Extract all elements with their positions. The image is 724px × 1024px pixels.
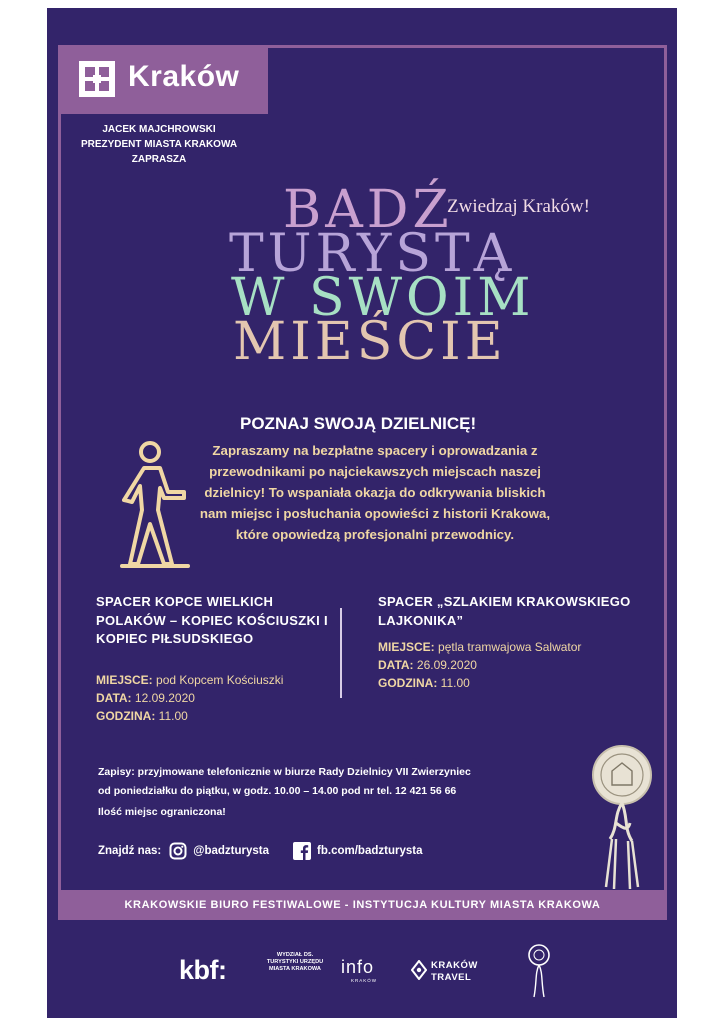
walk-details	[378, 638, 648, 692]
kbf-logo: kbf:	[179, 955, 227, 985]
krakow-logo-band	[58, 46, 268, 114]
social-label: Znajdź nas:	[98, 845, 162, 857]
section-intro: Zapraszamy na bezpłatne spacery i oprowadzania z przewodnikami po najciekawszych miejscach naszej dzielnicy! To wspaniała okazja do odkrywania bliskich nam miejsc i posłuchania opowieści z historii Krakowa, które opowiedzą profesjonalni przewodnicy.	[199, 443, 551, 542]
time-value: 11.00	[440, 676, 470, 690]
host-block	[71, 122, 247, 167]
registration-info	[98, 763, 518, 801]
krakow-logo-icon	[79, 61, 115, 97]
place-label: MIEJSCE:	[96, 672, 153, 687]
seal-icon	[527, 943, 551, 999]
place-label: MIEJSCE:	[378, 640, 435, 654]
time-value: 11.00	[158, 708, 188, 723]
section-heading: POZNAJ SWOJĄ DZIELNICĘ!	[240, 414, 477, 433]
tourism-department-logo: WYDZIAŁ DS. TURYSTYKI URZĘDU MIASTA KRAKOWA	[266, 952, 324, 972]
date-label: DATA:	[96, 690, 132, 705]
wax-seal-with-ribbons	[582, 743, 662, 893]
time-label: GODZINA:	[378, 676, 438, 690]
krakow-travel-line-2: TRAVEL	[431, 972, 472, 983]
walk-title: SPACER KOPCE WIELKICH POLAKÓW – KOPIEC KOŚCIUSZKI I KOPIEC PIŁSUDSKIEGO	[96, 594, 328, 646]
host-role: PREZYDENT MIASTA KRAKOWA	[80, 139, 238, 150]
instagram-handle[interactable]: @badzturysta	[193, 845, 270, 857]
time-label: GODZINA:	[96, 708, 156, 723]
campaign-title	[219, 176, 639, 376]
registration-line-1: Zapisy: przyjmowane telefonicznie w biurze Rady Dzielnicy VII Zwierzyniec	[98, 766, 471, 778]
sponsor-logos	[47, 933, 677, 1003]
date-value: 26.09.2020	[416, 658, 477, 672]
poster	[47, 8, 677, 1018]
brand-name: Kraków	[128, 60, 240, 93]
walk-details	[96, 671, 336, 725]
title-line-2: TURYSTĄ	[229, 224, 516, 284]
krakow-travel-line-1: KRAKÓW	[431, 960, 478, 971]
krakow-travel-icon	[411, 960, 427, 980]
walk-card	[378, 593, 648, 692]
campaign-subtitle: Zwiedzaj Kraków!	[447, 196, 590, 217]
social-links	[98, 842, 422, 860]
facebook-link[interactable]: fb.com/badzturysta	[317, 845, 423, 857]
host-invites: ZAPRASZA	[131, 154, 187, 165]
title-line-1: BADŹ	[283, 180, 453, 240]
place-value: pod Kopcem Kościuszki	[156, 672, 284, 687]
walk-card	[96, 593, 336, 725]
registration-line-2: od poniedziałku do piątku, w godz. 10.00 – 14.00 pod nr tel. 12 421 56 66	[98, 785, 457, 797]
organizer-footer: KRAKOWSKIE BIURO FESTIWALOWE - INSTYTUCJA KULTURY MIASTA KRAKOWA	[58, 890, 667, 920]
walk-title: SPACER „SZLAKIEM KRAKOWSKIEGO LAJKONIKA”	[378, 594, 631, 628]
instagram-icon[interactable]	[169, 842, 187, 860]
place-value: pętla tramwajowa Salwator	[438, 640, 582, 654]
facebook-icon[interactable]	[293, 842, 311, 860]
title-line-4: MIEŚCIE	[233, 312, 507, 372]
date-value: 12.09.2020	[134, 690, 195, 705]
host-name: JACEK MAJCHROWSKI	[102, 124, 216, 135]
places-limited-note: Ilość miejsc ograniczona!	[98, 806, 226, 818]
date-label: DATA:	[378, 658, 414, 672]
info-logo: info	[341, 957, 375, 977]
walk-divider	[340, 608, 342, 698]
info-logo-sub: KRAKÓW	[351, 978, 378, 983]
walking-person-icon	[120, 440, 190, 570]
title-line-3: W SWOIM	[231, 268, 535, 328]
